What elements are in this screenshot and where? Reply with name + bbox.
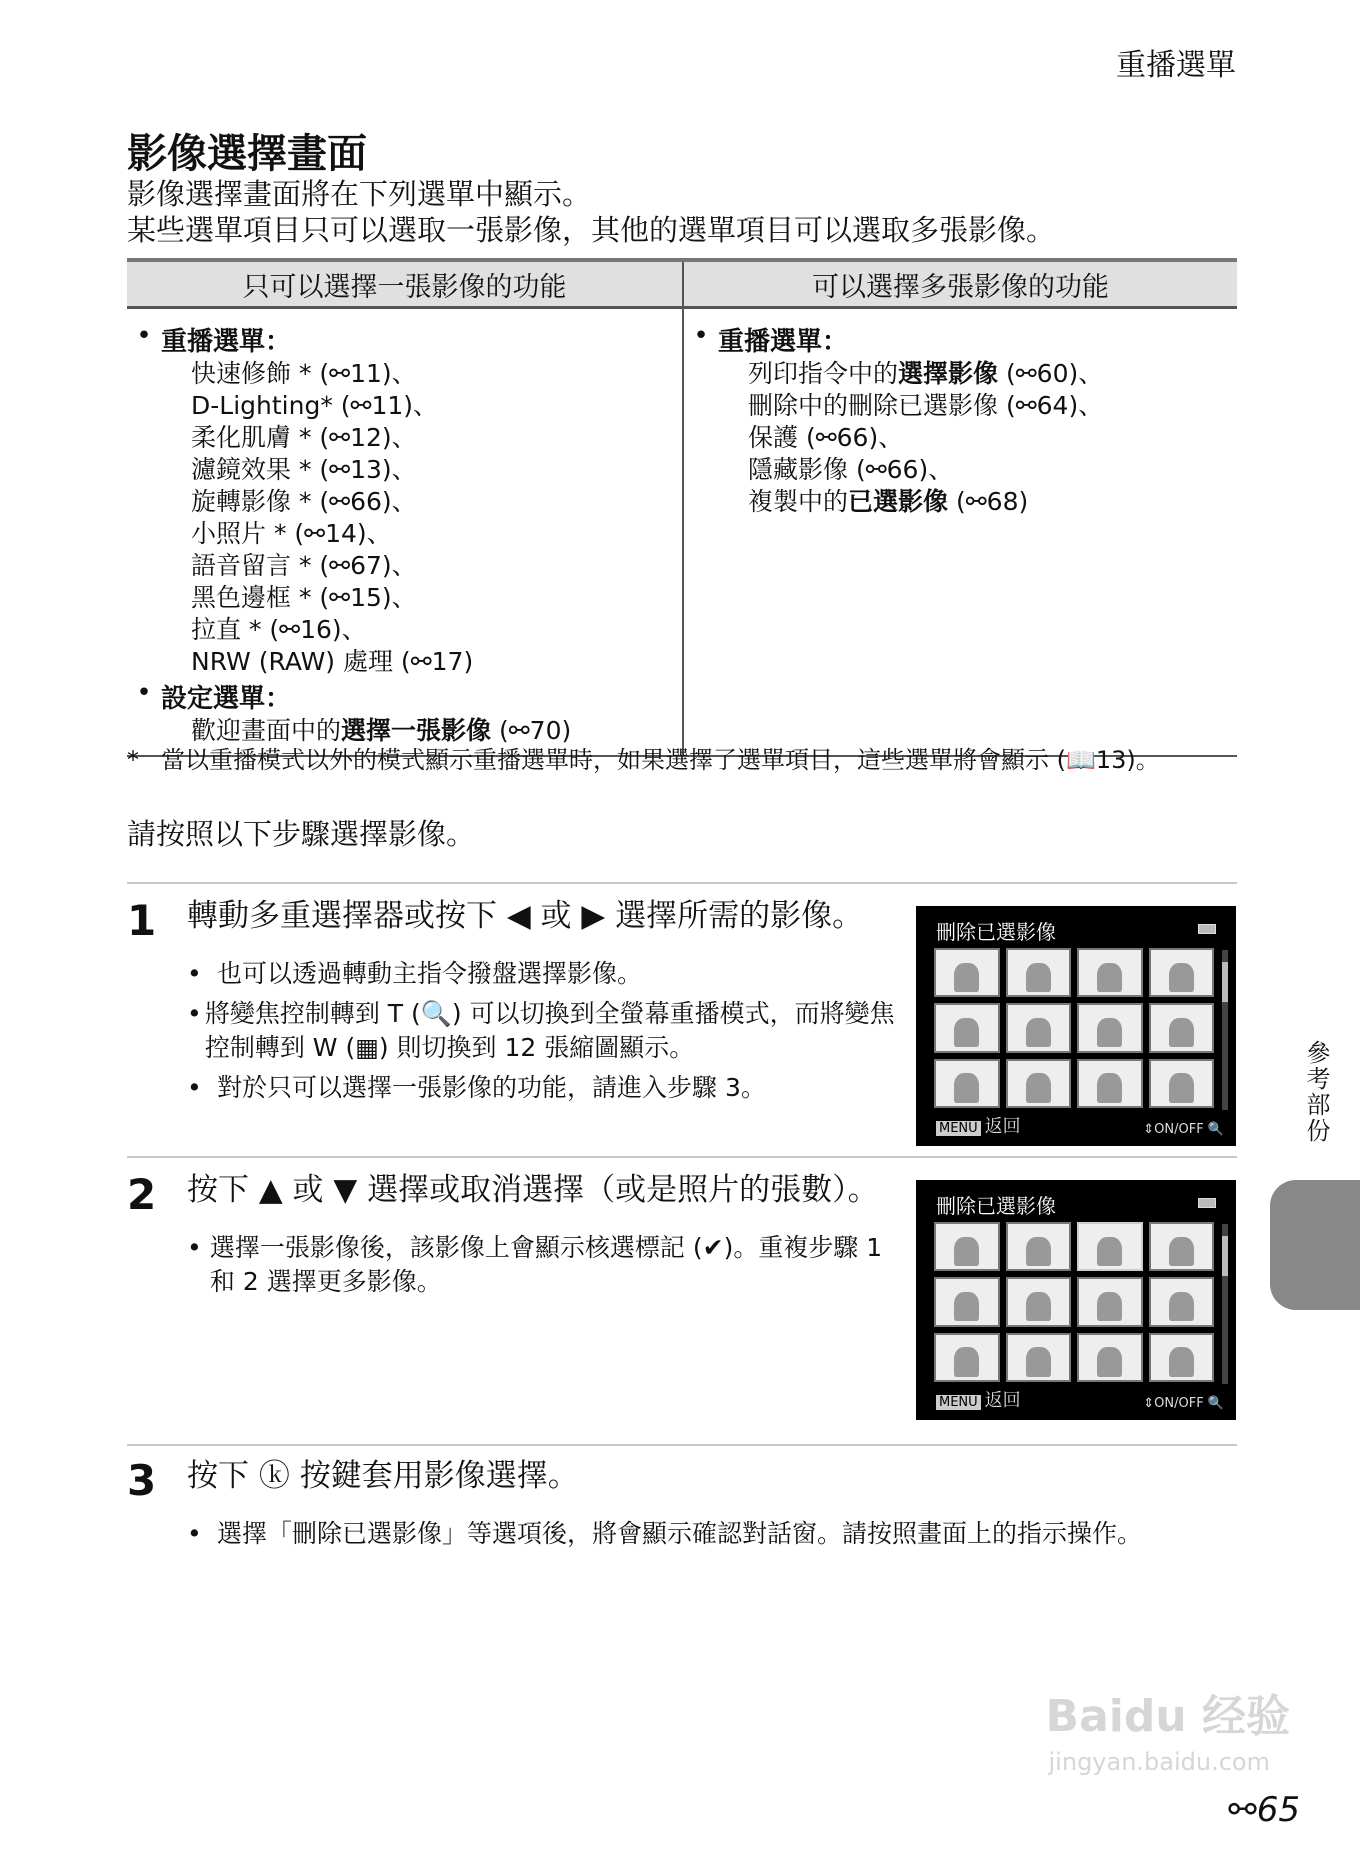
screen-footer: MENU 返回	[936, 1386, 1021, 1412]
step-sub: • 將變焦控制轉到 T (🔍) 可以切換到全螢幕重播模式，而將變焦控制轉到 W (▦) 則切換到 12 張縮圖顯示。	[187, 999, 895, 1062]
footnote: * 當以重播模式以外的模式顯示重播選單時，如果選擇了選單項目，這些選單將會顯示 (📖13)。	[127, 746, 1160, 774]
intro-line: 某些選單項目只可以選取一張影像，其他的選單項目可以選取多張影像。	[127, 213, 1056, 247]
list-item: 隱藏影像 (⚯66)、	[748, 455, 954, 484]
watermark-logo: Baidu 经验	[1045, 1691, 1290, 1742]
list-item: 語音留言 * (⚯67)、	[191, 551, 417, 580]
screen-footer-right: ⇕ON/OFF 🔍	[1143, 1122, 1224, 1137]
thumbnail	[1077, 1277, 1143, 1326]
divider	[127, 882, 1237, 884]
screen-footer-right: ⇕ON/OFF 🔍	[1143, 1396, 1224, 1411]
bullet-icon: •	[693, 321, 709, 351]
thumbnail	[934, 948, 1000, 997]
scrollbar	[1222, 1224, 1228, 1384]
page-number: ⚯65	[1228, 1790, 1300, 1830]
thumbnail	[1077, 948, 1143, 997]
intro-text	[127, 176, 1055, 248]
group-label: 設定選單：	[161, 684, 292, 714]
step-number: 3	[127, 1456, 157, 1505]
list-item: 拉直 * (⚯16)、	[191, 615, 367, 644]
list-item: NRW (RAW) 處理 (⚯17)	[191, 647, 474, 676]
list-item: 保護 (⚯66)、	[748, 423, 904, 452]
col1-cell	[127, 308, 683, 757]
thumbnail	[1006, 948, 1072, 997]
page-title: 影像選擇畫面	[127, 131, 367, 177]
thumbnail	[934, 1222, 1000, 1271]
list-item: 列印指令中的選擇影像 (⚯60)、	[748, 359, 1104, 388]
thumbnail-selected	[1077, 1222, 1143, 1271]
intro-line: 影像選擇畫面將在下列選單中顯示。	[127, 177, 592, 211]
step-text: 轉動多重選擇器或按下 ◀ 或 ▶ 選擇所需的影像。	[187, 898, 864, 934]
divider	[127, 1156, 1237, 1158]
screen-footer: MENU 返回	[936, 1112, 1021, 1138]
thumbnail	[1006, 1059, 1072, 1108]
screen-title: 刪除已選影像	[936, 920, 1056, 944]
step-sub: • 選擇「刪除已選影像」等選項後，將會顯示確認對話窗。請按照畫面上的指示操作。	[187, 1519, 1143, 1548]
divider	[127, 1444, 1237, 1446]
list-item: 濾鏡效果 * (⚯13)、	[191, 455, 417, 484]
step-sub: • 也可以透過轉動主指令撥盤選擇影像。	[187, 959, 643, 988]
list-item: D-Lighting* (⚯11)、	[191, 391, 439, 420]
side-tab	[1270, 1180, 1360, 1310]
step-3	[127, 1456, 1237, 1551]
thumbnail-grid	[934, 1222, 1214, 1382]
step-sub: • 對於只可以選擇一張影像的功能，請進入步驟 3。	[187, 1073, 766, 1102]
thumbnail	[1077, 1003, 1143, 1052]
list-item: 快速修飾 * (⚯11)、	[191, 359, 417, 388]
step-sub: • 選擇一張影像後，該影像上會顯示核選標記 (✔)。重複步驟 1 和 2 選擇更多影像。	[187, 1233, 883, 1296]
list-item: 刪除中的刪除已選影像 (⚯64)、	[748, 391, 1104, 420]
section-header: 重播選單	[1116, 48, 1236, 83]
list-item: 旋轉影像 * (⚯66)、	[191, 487, 417, 516]
camera-screen-1	[916, 906, 1236, 1146]
thumbnail	[1149, 1222, 1215, 1271]
thumbnail	[1006, 1277, 1072, 1326]
list-item: 複製中的已選影像 (⚯68)	[748, 487, 1029, 516]
thumbnail	[1149, 1059, 1215, 1108]
thumbnail	[1006, 1333, 1072, 1382]
thumbnail	[934, 1333, 1000, 1382]
battery-icon	[1198, 1198, 1216, 1208]
thumbnail	[934, 1277, 1000, 1326]
step-2	[127, 1170, 907, 1299]
list-item: 歡迎畫面中的選擇一張影像 (⚯70)	[191, 716, 572, 745]
group-label: 重播選單：	[161, 327, 292, 357]
thumbnail	[1006, 1222, 1072, 1271]
thumbnail	[934, 1003, 1000, 1052]
col1-header: 只可以選擇一張影像的功能	[127, 260, 683, 308]
battery-icon	[1198, 924, 1216, 934]
thumbnail	[1149, 948, 1215, 997]
step-text: 按下 ⓚ 按鍵套用影像選擇。	[187, 1458, 579, 1494]
watermark-url: jingyan.baidu.com	[1048, 1748, 1270, 1776]
steps-intro: 請按照以下步驟選擇影像。	[127, 817, 476, 851]
thumbnail	[1077, 1333, 1143, 1382]
list-item: 小照片 * (⚯14)、	[191, 519, 392, 548]
list-item: 柔化肌膚 * (⚯12)、	[191, 423, 417, 452]
col2-header: 可以選擇多張影像的功能	[683, 260, 1237, 308]
thumbnail	[1006, 1003, 1072, 1052]
thumbnail	[1149, 1277, 1215, 1326]
bullet-icon: •	[136, 678, 152, 708]
step-number: 2	[127, 1170, 157, 1219]
screen-title: 刪除已選影像	[936, 1194, 1056, 1218]
camera-screen-2	[916, 1180, 1236, 1420]
thumbnail	[1077, 1059, 1143, 1108]
side-tab-label: 參考部份	[1302, 1040, 1330, 1144]
scrollbar	[1222, 950, 1228, 1110]
thumbnail-grid	[934, 948, 1214, 1108]
step-text: 按下 ▲ 或 ▼ 選擇或取消選擇（或是照片的張數）。	[187, 1172, 879, 1208]
step-number: 1	[127, 896, 157, 945]
bullet-icon: •	[136, 321, 152, 351]
col2-cell	[683, 308, 1237, 757]
step-1	[127, 896, 907, 1105]
thumbnail	[1149, 1003, 1215, 1052]
thumbnail	[1149, 1333, 1215, 1382]
list-item: 黑色邊框 * (⚯15)、	[191, 583, 417, 612]
group-label: 重播選單：	[718, 327, 849, 357]
function-table	[127, 258, 1237, 757]
thumbnail	[934, 1059, 1000, 1108]
